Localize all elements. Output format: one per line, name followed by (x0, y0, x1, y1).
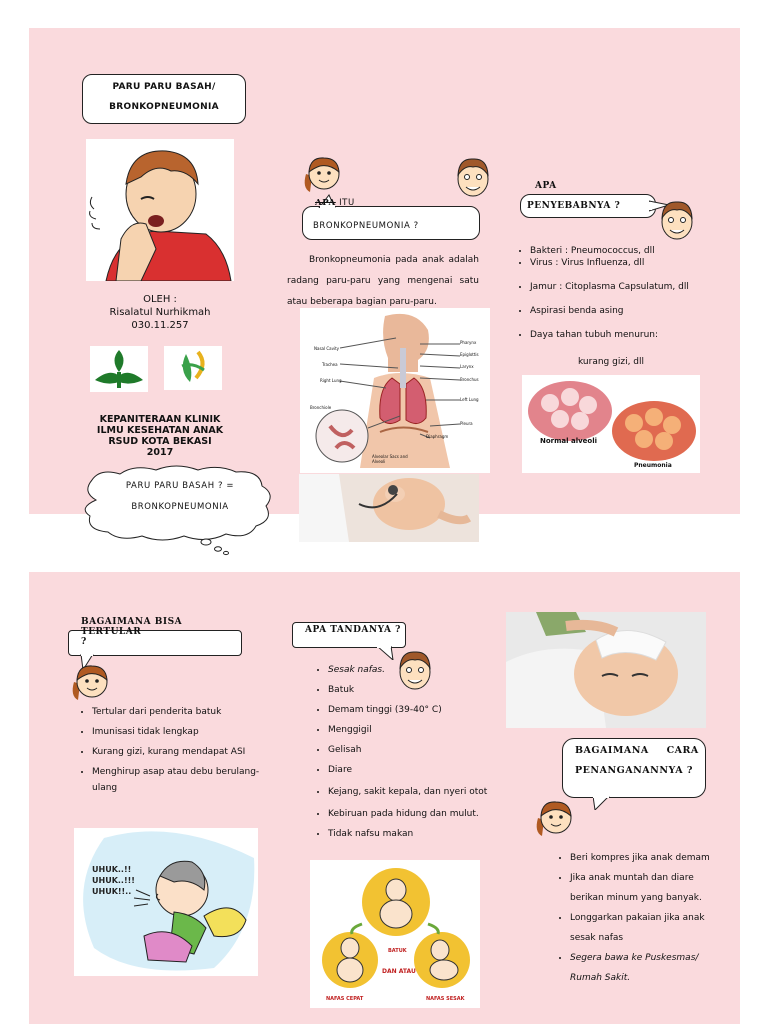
list-item: • Batuk (328, 682, 494, 698)
label-bronchiole: Bronchiole (310, 405, 332, 410)
definition-heading-callout (302, 198, 480, 240)
author-block (100, 293, 220, 332)
label-alveoli: Alveolar Sacs and Alveoli (372, 454, 408, 464)
list-item: • Jika anak muntah dan diare berikan minum yang banyak. (570, 868, 718, 908)
pneumonia-label: Pneumonia (634, 462, 672, 469)
treatment-heading-callout (562, 738, 706, 798)
label-left-lung: Left Lung (460, 397, 479, 402)
institution-line-3: RSUD KOTA BEKASI (108, 436, 212, 447)
cough-text-2: UHUK..!!! (92, 876, 135, 885)
label-nasal-cavity: Nasal Cavity (314, 346, 340, 351)
treatment-heading-b: PENANGANANNYA ? (575, 765, 693, 776)
transmission-list (76, 704, 272, 796)
list-item: • Aspirasi benda asing (530, 306, 730, 316)
list-item: • Daya tahan tubuh menurun: (530, 330, 730, 340)
symptoms-heading: APA TANDANYA ? (305, 625, 401, 635)
label-epiglottis: Epiglottis (460, 352, 479, 357)
title-line-1: PARU PARU BASAH/ (112, 82, 216, 92)
list-item: • Tidak nafsu makan (328, 826, 494, 842)
treatment-list (554, 848, 718, 988)
definition-heading-a: APA (315, 198, 336, 208)
list-item: • Menggigil (328, 722, 494, 738)
image-label-and: DAN ATAU (382, 968, 416, 975)
institution-line-4: 2017 (146, 447, 174, 458)
causes-extra: kurang gizi, dll (578, 357, 645, 367)
list-item: • Longgarkan pakaian jika anak sesak nafas (570, 908, 718, 948)
definition-heading-b: ITU (339, 198, 355, 208)
list-item: • Tertular dari penderita batuk (92, 704, 272, 720)
author-id: 030.11.257 (131, 320, 189, 331)
cloud-line-2: BRONKOPNEUMONIA (131, 502, 229, 512)
author-by: OLEH : (143, 294, 177, 305)
institution-line-2: ILMU KESEHATAN ANAK (96, 425, 224, 436)
causes-list (514, 246, 730, 340)
thought-cloud (76, 462, 276, 556)
label-larynx: Larynx (460, 364, 474, 369)
transmission-heading-callout (68, 617, 242, 656)
girl-avatar-icon (532, 798, 576, 838)
list-item: • Diare (328, 762, 494, 778)
causes-heading-a: APA (535, 181, 557, 191)
list-item: • Kebiruan pada hidung dan mulut. (328, 806, 494, 822)
symptoms-illustration (310, 860, 480, 1008)
list-item: • Kurang gizi, kurang mendapat ASI (92, 744, 272, 760)
baby-examination-photo (299, 474, 479, 542)
author-name: Risalatul Nurhikmah (109, 307, 211, 318)
coughing-boy-illustration (86, 139, 234, 281)
label-bronchus: Bronchus (460, 377, 479, 382)
label-diaphragm: Diaphragm (426, 434, 449, 439)
list-item: • Gelisah (328, 742, 494, 758)
list-item: • Virus : Virus Influenza, dll (530, 258, 730, 268)
hospital-logo (164, 346, 222, 390)
alveoli-comparison-image (522, 375, 700, 473)
list-item: • Kejang, sakit kepala, dan nyeri otot (328, 782, 494, 802)
title-line-2: BRONKOPNEUMONIA (109, 102, 219, 112)
coughing-child-illustration (74, 828, 258, 976)
list-item: • Sesak nafas. (328, 662, 494, 678)
list-item: • Menghirup asap atau debu berulang-ulang (92, 764, 272, 796)
causes-heading-callout (520, 181, 656, 218)
girl-avatar-icon (300, 154, 344, 194)
image-label-fast: NAFAS CEPAT (326, 996, 364, 1002)
normal-alveoli-label: Normal alveoli (540, 437, 598, 445)
boy-avatar-icon (455, 155, 491, 199)
definition-heading-c: BRONKOPNEUMONIA ? (313, 221, 419, 231)
transmission-heading-b: ? (81, 637, 87, 647)
university-logo (90, 346, 148, 392)
causes-heading-b: PENYEBABNYA ? (527, 201, 621, 211)
cloud-line-1: PARU PARU BASAH ? = (125, 481, 235, 491)
list-item: • Beri kompres jika anak demam (570, 848, 718, 868)
feverish-baby-photo (506, 612, 706, 728)
brochure-title (82, 74, 246, 124)
list-item: • Demam tinggi (39-40° C) (328, 702, 494, 718)
cough-text-3: UHUK!!.. (92, 887, 132, 896)
image-label-short: NAFAS SESAK (426, 996, 465, 1002)
respiratory-system-diagram (300, 308, 490, 473)
definition-text: Bronkopneumonia pada anak adalah radang paru-paru yang mengenai satu atau beberapa bagian paru-paru. (287, 255, 479, 307)
symptoms-heading-callout (292, 622, 406, 648)
transmission-heading-a: BAGAIMANA BISA TERTULAR (81, 617, 183, 637)
list-item: • Bakteri : Pneumococcus, dll (530, 246, 730, 256)
institution-line-1: KEPANITERAAN KLINIK (99, 414, 221, 425)
symptoms-list (312, 662, 494, 842)
label-pleura: Pleura (460, 421, 473, 426)
institution-block (88, 414, 232, 458)
label-pharynx: Pharynx (460, 340, 477, 345)
list-item: • Jamur : Citoplasma Capsulatum, dll (530, 282, 730, 292)
cough-text-1: UHUK..!! (92, 865, 132, 874)
label-trachea: Trachea (322, 362, 338, 367)
boy-avatar-icon (659, 198, 695, 242)
image-label-cough: BATUK (388, 948, 407, 954)
treatment-heading-a: BAGAIMANA CARA (575, 745, 699, 756)
list-item: • Segera bawa ke Puskesmas/ Rumah Sakit. (570, 948, 718, 988)
list-item: • Imunisasi tidak lengkap (92, 724, 272, 740)
label-right-lung: Right Lung (320, 378, 342, 383)
girl-avatar-icon (68, 662, 112, 702)
